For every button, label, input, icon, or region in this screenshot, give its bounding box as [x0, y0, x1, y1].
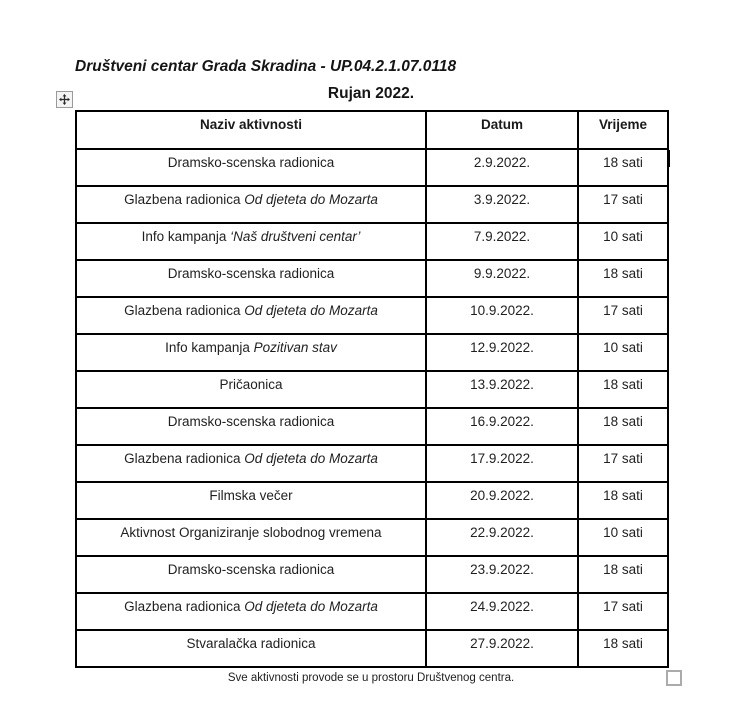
column-header-time: Vrijeme	[578, 111, 668, 149]
activity-text: Dramsko-scenska radionica	[167, 562, 335, 577]
activity-text: Stvaralačka radionica	[186, 636, 316, 651]
activity-italic-text: Od djeteta do Mozarta	[244, 451, 378, 466]
activity-cell	[76, 334, 426, 371]
time-cell: 18 sati	[578, 482, 668, 519]
date-cell: 2.9.2022.	[426, 149, 578, 186]
activity-text: Filmska večer	[209, 488, 293, 503]
activity-text: Info kampanja	[165, 340, 254, 355]
table-row	[76, 630, 668, 667]
table-body	[76, 149, 668, 667]
table-row	[76, 223, 668, 260]
table-row	[76, 445, 668, 482]
time-cell: 18 sati	[578, 630, 668, 667]
activity-text: Dramsko-scenska radionica	[167, 414, 335, 429]
table-row	[76, 556, 668, 593]
date-cell: 22.9.2022.	[426, 519, 578, 556]
table-row	[76, 593, 668, 630]
activity-text: Aktivnost Organiziranje slobodnog vremena	[120, 525, 382, 540]
activity-text: Info kampanja	[141, 229, 231, 244]
activity-text: Glazbena radionica	[124, 451, 245, 466]
activity-cell	[76, 260, 426, 297]
table-row	[76, 149, 668, 186]
footnote-text: Sve aktivnosti provode se u prostoru Društvenog centra.	[227, 672, 515, 684]
activity-italic-text: ‘Naš društveni centar’	[230, 229, 361, 244]
activity-cell	[76, 519, 426, 556]
table-row	[76, 371, 668, 408]
activity-cell	[76, 593, 426, 630]
column-header-date: Datum	[426, 111, 578, 149]
time-cell: 18 sati	[578, 408, 668, 445]
time-cell: 10 sati	[578, 223, 668, 260]
activity-cell	[76, 186, 426, 223]
date-cell: 23.9.2022.	[426, 556, 578, 593]
table-header-row	[76, 111, 668, 149]
activity-text: Glazbena radionica	[124, 303, 245, 318]
activity-cell	[76, 630, 426, 667]
date-cell: 12.9.2022.	[426, 334, 578, 371]
table-move-handle[interactable]	[56, 91, 73, 108]
date-cell: 27.9.2022.	[426, 630, 578, 667]
move-arrows-icon	[59, 94, 70, 105]
time-cell: 17 sati	[578, 297, 668, 334]
date-cell: 24.9.2022.	[426, 593, 578, 630]
time-cell: 17 sati	[578, 593, 668, 630]
time-cell: 10 sati	[578, 334, 668, 371]
date-cell: 16.9.2022.	[426, 408, 578, 445]
time-cell: 17 sati	[578, 445, 668, 482]
activity-text: Dramsko-scenska radionica	[167, 266, 335, 281]
date-cell: 9.9.2022.	[426, 260, 578, 297]
activity-text: Glazbena radionica	[124, 192, 245, 207]
date-cell: 10.9.2022.	[426, 297, 578, 334]
time-cell: 17 sati	[578, 186, 668, 223]
activity-text: Pričaonica	[219, 377, 283, 392]
activity-text: Dramsko-scenska radionica	[167, 155, 335, 170]
table-row	[76, 186, 668, 223]
activities-table	[75, 110, 669, 668]
activity-cell	[76, 482, 426, 519]
text-cursor	[668, 150, 670, 167]
table-resize-handle[interactable]	[666, 670, 682, 686]
activity-cell	[76, 149, 426, 186]
table-row	[76, 297, 668, 334]
column-header-activity: Naziv aktivnosti	[76, 111, 426, 149]
time-cell: 18 sati	[578, 556, 668, 593]
time-cell: 18 sati	[578, 260, 668, 297]
activity-cell	[76, 408, 426, 445]
date-cell: 20.9.2022.	[426, 482, 578, 519]
activity-text: Glazbena radionica	[124, 599, 245, 614]
table-row	[76, 260, 668, 297]
date-cell: 17.9.2022.	[426, 445, 578, 482]
time-cell: 18 sati	[578, 371, 668, 408]
activity-italic-text: Od djeteta do Mozarta	[244, 303, 378, 318]
table-row	[76, 408, 668, 445]
activity-italic-text: Od djeteta do Mozarta	[244, 599, 378, 614]
activity-cell	[76, 556, 426, 593]
date-cell: 13.9.2022.	[426, 371, 578, 408]
activity-cell	[76, 223, 426, 260]
time-cell: 10 sati	[578, 519, 668, 556]
date-cell: 7.9.2022.	[426, 223, 578, 260]
table-row	[76, 334, 668, 371]
document-title: Društveni centar Grada Skradina - UP.04.2.1.07.0118	[75, 58, 457, 75]
date-cell: 3.9.2022.	[426, 186, 578, 223]
activity-cell	[76, 297, 426, 334]
activity-cell	[76, 371, 426, 408]
table-row	[76, 482, 668, 519]
table-row	[76, 519, 668, 556]
time-cell: 18 sati	[578, 149, 668, 186]
document-subtitle: Rujan 2022.	[327, 85, 415, 102]
activity-italic-text: Od djeteta do Mozarta	[244, 192, 378, 207]
activity-cell	[76, 445, 426, 482]
activity-italic-text: Pozitivan stav	[253, 340, 337, 355]
